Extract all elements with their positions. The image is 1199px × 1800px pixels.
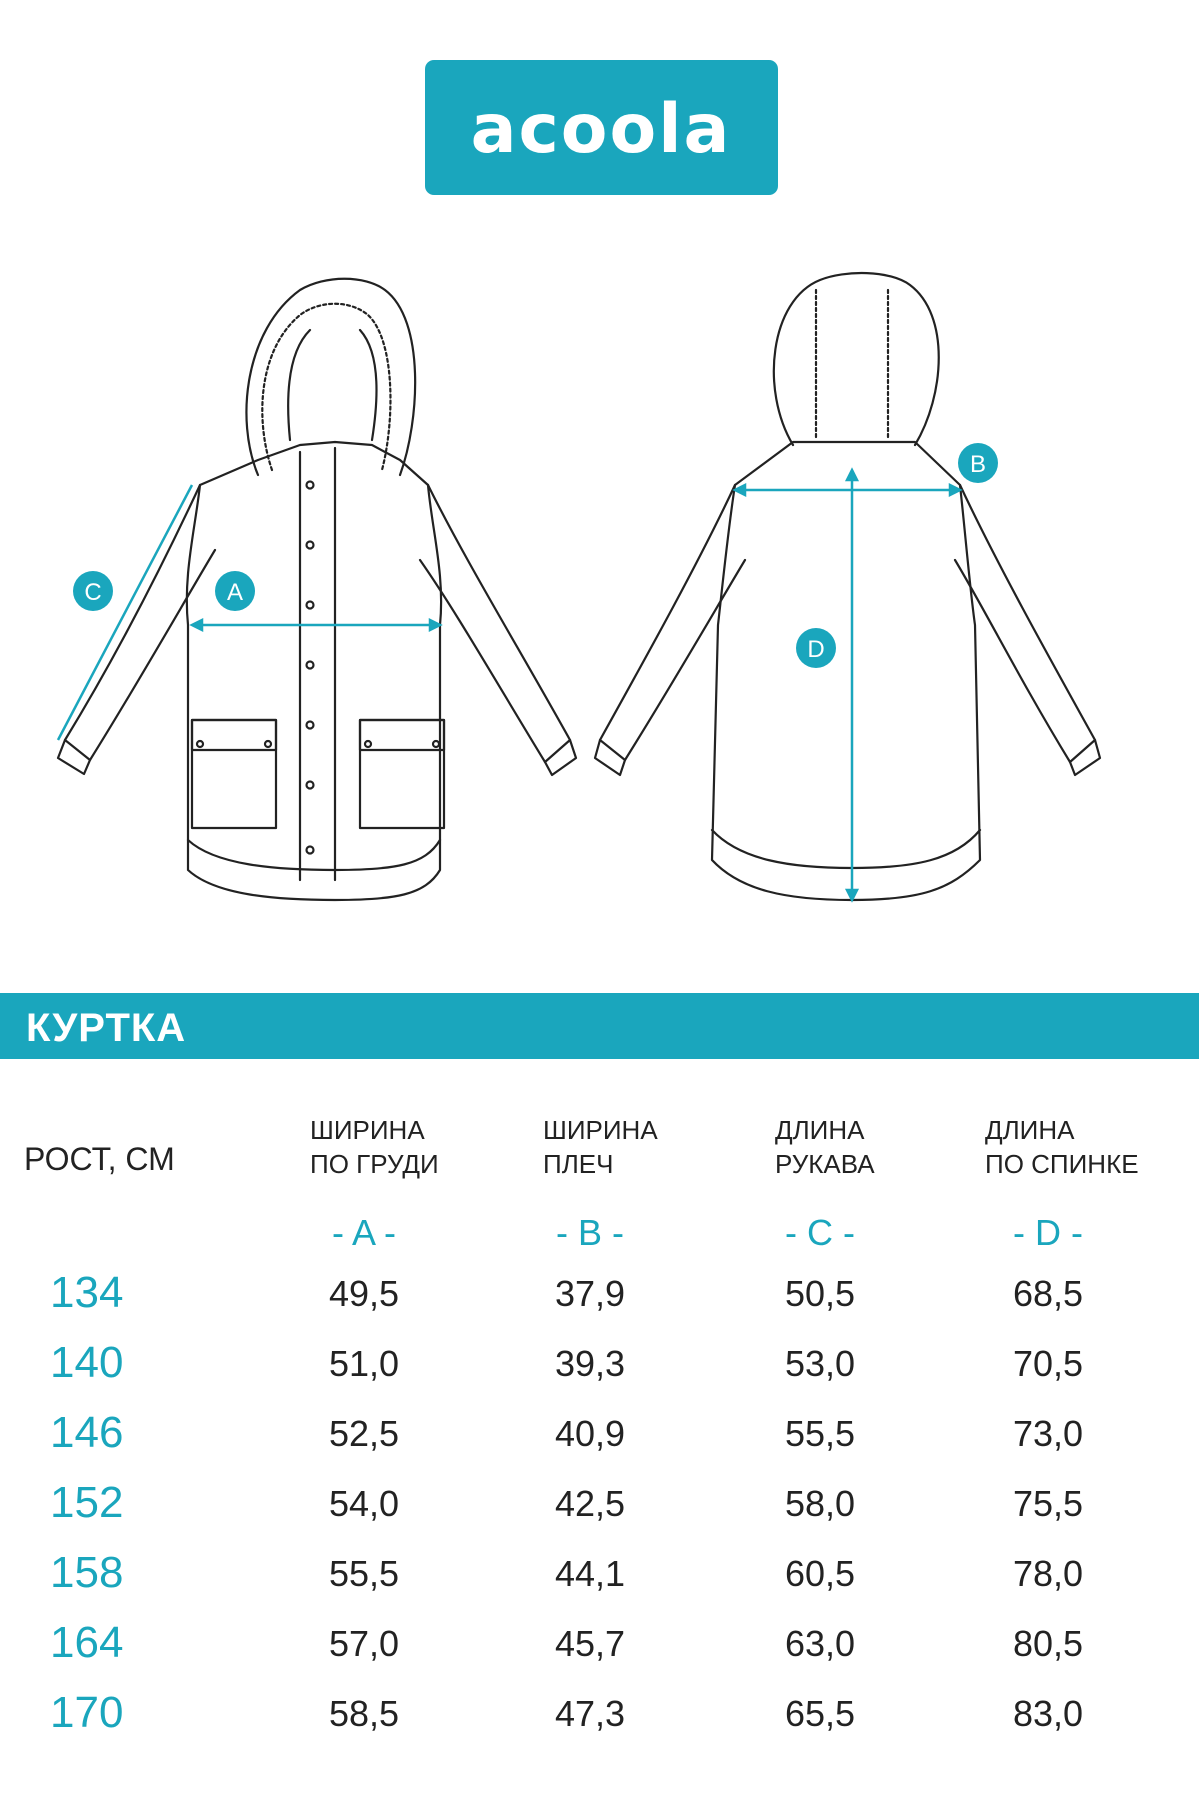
- row-height-value: 146: [50, 1408, 124, 1457]
- table-cell: 42,5: [554, 1483, 626, 1524]
- svg-text:B: B: [969, 451, 987, 478]
- svg-text:A: A: [226, 579, 244, 606]
- row-height-value: 170: [50, 1688, 124, 1737]
- table-cell: 49,5: [328, 1273, 400, 1314]
- section-title: КУРТКА: [26, 1006, 187, 1050]
- marker-c: [73, 571, 113, 611]
- table-cell: 80,5: [1012, 1623, 1084, 1664]
- table-cell: 73,0: [1012, 1413, 1084, 1454]
- header-line: ШИРИНА: [543, 1115, 658, 1145]
- table-cell: 57,0: [328, 1623, 400, 1664]
- table-cell: 39,3: [554, 1343, 626, 1384]
- table-cell: 52,5: [328, 1413, 400, 1454]
- letter-a: - A -: [331, 1212, 397, 1253]
- logo-wordmark: [425, 60, 778, 195]
- row-height-value: 134: [50, 1268, 124, 1317]
- table-cell: 51,0: [328, 1343, 400, 1384]
- table-cell: 58,0: [784, 1483, 856, 1524]
- table-cell: 47,3: [554, 1693, 626, 1734]
- table-cell: 58,5: [328, 1693, 400, 1734]
- back-view: [595, 273, 1100, 900]
- header-line: ПО СПИНКЕ: [985, 1149, 1139, 1179]
- letter-d: - D -: [1013, 1212, 1083, 1253]
- table-cell: 68,5: [1012, 1273, 1084, 1314]
- table-cell: 50,5: [784, 1273, 856, 1314]
- marker-a: [215, 571, 255, 611]
- table-cell: 78,0: [1012, 1553, 1084, 1594]
- header-back-length: [985, 1113, 1139, 1181]
- header-line: РУКАВА: [775, 1149, 875, 1179]
- logo-text: acoola: [470, 90, 732, 169]
- marker-b: [958, 443, 998, 483]
- table-cell: 54,0: [328, 1483, 400, 1524]
- row-height-value: 164: [50, 1618, 124, 1667]
- table-cell: 55,5: [784, 1413, 856, 1454]
- table-cell: 63,0: [784, 1623, 856, 1664]
- back-body: [712, 442, 980, 900]
- back-left-sleeve: [600, 485, 745, 760]
- back-hood: [774, 273, 939, 445]
- front-left-sleeve: [65, 485, 215, 760]
- table-cell: 37,9: [554, 1273, 626, 1314]
- row-height-value: 140: [50, 1338, 124, 1387]
- header-shoulder-width: [543, 1113, 658, 1181]
- front-left-pocket: [192, 720, 276, 828]
- front-right-pocket: [360, 720, 444, 828]
- row-height-value: 158: [50, 1548, 124, 1597]
- front-placket: [300, 448, 335, 880]
- header-line: ДЛИНА: [775, 1115, 865, 1145]
- table-cell: 70,5: [1012, 1343, 1084, 1384]
- letter-b: - B -: [556, 1212, 624, 1253]
- table-cell: 45,7: [554, 1623, 626, 1664]
- section-banner: [0, 993, 1199, 1059]
- row-height-value: 152: [50, 1478, 124, 1527]
- header-line: ШИРИНА: [310, 1115, 425, 1145]
- svg-text:C: C: [84, 579, 102, 606]
- header-sleeve-length: [775, 1113, 875, 1181]
- front-body: [187, 442, 441, 900]
- header-line: ПО ГРУДИ: [310, 1149, 439, 1179]
- header-chest-width: [310, 1113, 439, 1181]
- table-cell: 83,0: [1012, 1693, 1084, 1734]
- table-cell: 75,5: [1012, 1483, 1084, 1524]
- svg-text:D: D: [807, 636, 825, 663]
- table-cell: 53,0: [784, 1343, 856, 1384]
- table-cell: 55,5: [328, 1553, 400, 1594]
- front-view: [58, 279, 576, 900]
- table-cell: 40,9: [554, 1413, 626, 1454]
- table-cell: 65,5: [784, 1693, 856, 1734]
- header-line: ПЛЕЧ: [543, 1149, 614, 1179]
- letter-c: - C -: [785, 1212, 855, 1253]
- table-cell: 60,5: [784, 1553, 856, 1594]
- marker-d: [796, 628, 836, 668]
- jacket-diagram: [0, 270, 1199, 930]
- header-height: РОСТ, СМ: [24, 1141, 175, 1177]
- brand-logo: [425, 60, 778, 195]
- table-cell: 44,1: [554, 1553, 626, 1594]
- header-line: ДЛИНА: [985, 1115, 1075, 1145]
